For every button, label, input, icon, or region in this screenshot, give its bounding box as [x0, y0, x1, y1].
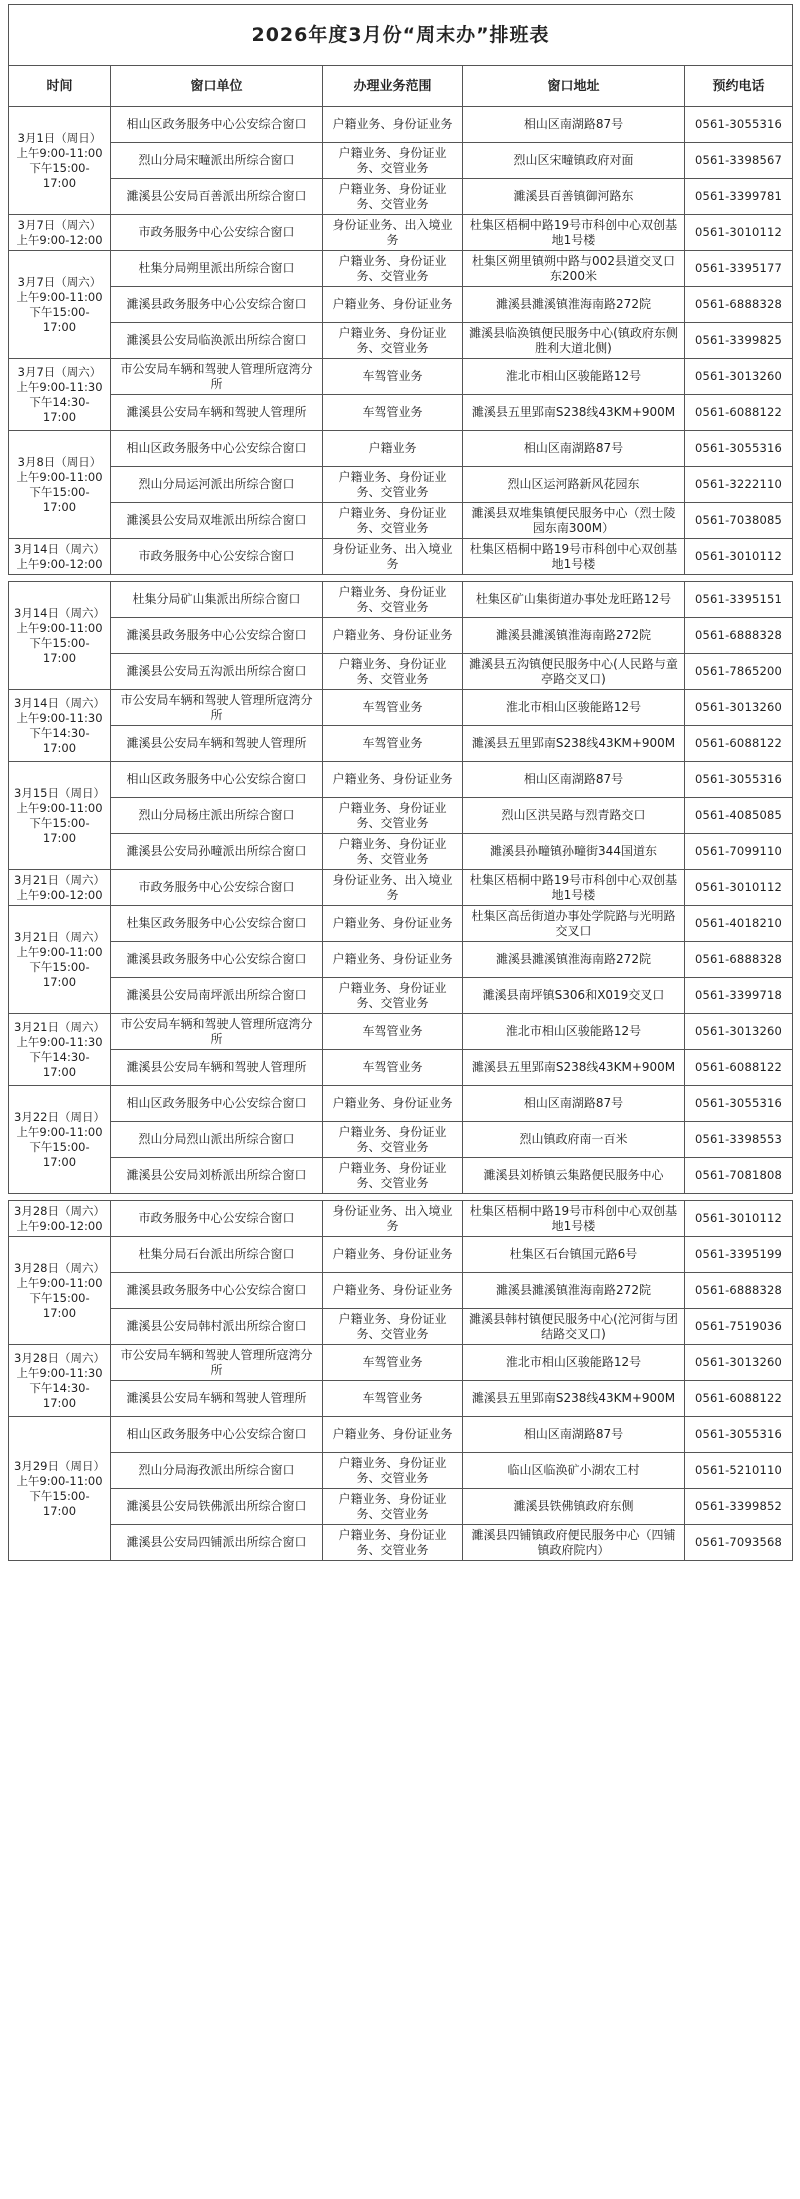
phone-cell: 0561-7081808 — [685, 1158, 793, 1194]
table-row — [9, 582, 793, 618]
address-cell: 濉溪县孙疃镇孙疃街344国道东 — [463, 834, 685, 870]
table-row — [9, 906, 793, 942]
unit-cell: 濉溪县公安局双堆派出所综合窗口 — [111, 503, 323, 539]
phone-cell: 0561-3055316 — [685, 431, 793, 467]
table-row — [9, 539, 793, 575]
phone-cell: 0561-3395199 — [685, 1237, 793, 1273]
scope-cell: 户籍业务、身份证业务、交管业务 — [323, 582, 463, 618]
address-cell: 濉溪县双堆集镇便民服务中心（烈士陵园东南300M） — [463, 503, 685, 539]
time-cell: 3月7日（周六）上午9:00-12:00 — [9, 215, 111, 251]
address-cell: 淮北市相山区骏能路12号 — [463, 690, 685, 726]
scope-cell: 户籍业务、身份证业务、交管业务 — [323, 834, 463, 870]
address-cell: 濉溪县四铺镇政府便民服务中心（四铺镇政府院内） — [463, 1525, 685, 1561]
time-cell: 3月7日（周六）上午9:00-11:00 下午15:00-17:00 — [9, 251, 111, 359]
unit-cell: 市政务服务中心公安综合窗口 — [111, 870, 323, 906]
scope-cell: 户籍业务、身份证业务、交管业务 — [323, 1122, 463, 1158]
unit-cell: 相山区政务服务中心公安综合窗口 — [111, 762, 323, 798]
header-address: 窗口地址 — [463, 66, 685, 107]
unit-cell: 濉溪县公安局孙疃派出所综合窗口 — [111, 834, 323, 870]
unit-cell: 市政务服务中心公安综合窗口 — [111, 539, 323, 575]
address-cell: 濉溪县五沟镇便民服务中心(人民路与童亭路交叉口) — [463, 654, 685, 690]
schedule-page — [8, 4, 792, 1561]
scope-cell: 户籍业务、身份证业务 — [323, 762, 463, 798]
unit-cell: 濉溪县公安局车辆和驾驶人管理所 — [111, 1381, 323, 1417]
scope-cell: 身份证业务、出入境业务 — [323, 1201, 463, 1237]
scope-cell: 户籍业务、身份证业务、交管业务 — [323, 251, 463, 287]
unit-cell: 相山区政务服务中心公安综合窗口 — [111, 1417, 323, 1453]
time-cell: 3月7日（周六）上午9:00-11:30 下午14:30-17:00 — [9, 359, 111, 431]
unit-cell: 濉溪县公安局南坪派出所综合窗口 — [111, 978, 323, 1014]
phone-cell: 0561-3399718 — [685, 978, 793, 1014]
header-scope: 办理业务范围 — [323, 66, 463, 107]
scope-cell: 车驾管业务 — [323, 1381, 463, 1417]
table-row — [9, 1122, 793, 1158]
scope-cell: 户籍业务、身份证业务、交管业务 — [323, 323, 463, 359]
phone-cell: 0561-7093568 — [685, 1525, 793, 1561]
scope-cell: 户籍业务、身份证业务 — [323, 1237, 463, 1273]
unit-cell: 濉溪县政务服务中心公安综合窗口 — [111, 618, 323, 654]
table-row — [9, 359, 793, 395]
scope-cell: 户籍业务、身份证业务、交管业务 — [323, 179, 463, 215]
table-row — [9, 690, 793, 726]
address-cell: 濉溪县百善镇御河路东 — [463, 179, 685, 215]
table-row — [9, 1273, 793, 1309]
phone-cell: 0561-3399781 — [685, 179, 793, 215]
unit-cell: 市公安局车辆和驾驶人管理所寇湾分所 — [111, 359, 323, 395]
address-cell: 烈山区宋疃镇政府对面 — [463, 143, 685, 179]
unit-cell: 烈山分局运河派出所综合窗口 — [111, 467, 323, 503]
header-time: 时间 — [9, 66, 111, 107]
unit-cell: 烈山分局海孜派出所综合窗口 — [111, 1453, 323, 1489]
unit-cell: 烈山分局烈山派出所综合窗口 — [111, 1122, 323, 1158]
section-gap — [9, 1194, 793, 1201]
unit-cell: 濉溪县公安局车辆和驾驶人管理所 — [111, 1050, 323, 1086]
unit-cell: 濉溪县公安局铁佛派出所综合窗口 — [111, 1489, 323, 1525]
address-cell: 杜集区石台镇国元路6号 — [463, 1237, 685, 1273]
unit-cell: 杜集分局矿山集派出所综合窗口 — [111, 582, 323, 618]
time-cell: 3月14日（周六）上午9:00-11:00下午15:00-17:00 — [9, 582, 111, 690]
phone-cell: 0561-6888328 — [685, 942, 793, 978]
phone-cell: 0561-4018210 — [685, 906, 793, 942]
phone-cell: 0561-6088122 — [685, 395, 793, 431]
unit-cell: 市政务服务中心公安综合窗口 — [111, 215, 323, 251]
table-row — [9, 251, 793, 287]
scope-cell: 户籍业务、身份证业务、交管业务 — [323, 143, 463, 179]
table-row — [9, 323, 793, 359]
table-row — [9, 1525, 793, 1561]
phone-cell: 0561-6088122 — [685, 726, 793, 762]
phone-cell: 0561-3399852 — [685, 1489, 793, 1525]
time-cell: 3月21日（周六）上午9:00-11:00下午15:00-17:00 — [9, 906, 111, 1014]
table-row — [9, 618, 793, 654]
phone-cell: 0561-7099110 — [685, 834, 793, 870]
phone-cell: 0561-3013260 — [685, 359, 793, 395]
scope-cell: 车驾管业务 — [323, 1014, 463, 1050]
phone-cell: 0561-3013260 — [685, 1345, 793, 1381]
time-cell: 3月28日（周六）上午9:00-11:00下午15:00-17:00 — [9, 1237, 111, 1345]
unit-cell: 濉溪县政务服务中心公安综合窗口 — [111, 287, 323, 323]
scope-cell: 户籍业务、身份证业务 — [323, 107, 463, 143]
phone-cell: 0561-3398553 — [685, 1122, 793, 1158]
address-cell: 濉溪县临涣镇便民服务中心(镇政府东侧胜利大道北侧) — [463, 323, 685, 359]
scope-cell: 户籍业务、身份证业务、交管业务 — [323, 1309, 463, 1345]
table-row — [9, 978, 793, 1014]
scope-cell: 车驾管业务 — [323, 1050, 463, 1086]
unit-cell: 烈山分局宋疃派出所综合窗口 — [111, 143, 323, 179]
scope-cell: 户籍业务、身份证业务 — [323, 1417, 463, 1453]
unit-cell: 市公安局车辆和驾驶人管理所寇湾分所 — [111, 690, 323, 726]
unit-cell: 濉溪县公安局四铺派出所综合窗口 — [111, 1525, 323, 1561]
scope-cell: 户籍业务、身份证业务、交管业务 — [323, 1158, 463, 1194]
table-row — [9, 942, 793, 978]
address-cell: 淮北市相山区骏能路12号 — [463, 1014, 685, 1050]
time-cell: 3月8日（周日）上午9:00-11:00 下午15:00-17:00 — [9, 431, 111, 539]
phone-cell: 0561-3055316 — [685, 1086, 793, 1122]
unit-cell: 濉溪县公安局刘桥派出所综合窗口 — [111, 1158, 323, 1194]
address-cell: 杜集区梧桐中路19号市科创中心双创基地1号楼 — [463, 870, 685, 906]
phone-cell: 0561-4085085 — [685, 798, 793, 834]
table-row — [9, 1453, 793, 1489]
time-cell: 3月28日（周六）上午9:00-11:30下午14:30-17:00 — [9, 1345, 111, 1417]
phone-cell: 0561-3010112 — [685, 215, 793, 251]
unit-cell: 濉溪县公安局车辆和驾驶人管理所 — [111, 395, 323, 431]
time-cell: 3月14日（周六）上午9:00-11:30下午14:30-17:00 — [9, 690, 111, 762]
table-row — [9, 395, 793, 431]
phone-cell: 0561-3395177 — [685, 251, 793, 287]
scope-cell: 户籍业务、身份证业务、交管业务 — [323, 654, 463, 690]
header-unit: 窗口单位 — [111, 66, 323, 107]
address-cell: 烈山区洪吴路与烈青路交口 — [463, 798, 685, 834]
unit-cell: 杜集区政务服务中心公安综合窗口 — [111, 906, 323, 942]
table-row — [9, 1417, 793, 1453]
address-cell: 相山区南湖路87号 — [463, 431, 685, 467]
unit-cell: 市公安局车辆和驾驶人管理所寇湾分所 — [111, 1345, 323, 1381]
scope-cell: 户籍业务、身份证业务 — [323, 618, 463, 654]
unit-cell: 濉溪县公安局百善派出所综合窗口 — [111, 179, 323, 215]
unit-cell: 濉溪县政务服务中心公安综合窗口 — [111, 942, 323, 978]
table-row — [9, 143, 793, 179]
unit-cell: 市政务服务中心公安综合窗口 — [111, 1201, 323, 1237]
phone-cell: 0561-6888328 — [685, 1273, 793, 1309]
table-row — [9, 1050, 793, 1086]
scope-cell: 户籍业务、身份证业务、交管业务 — [323, 1489, 463, 1525]
phone-cell: 0561-3222110 — [685, 467, 793, 503]
unit-cell: 濉溪县公安局五沟派出所综合窗口 — [111, 654, 323, 690]
scope-cell: 户籍业务、身份证业务 — [323, 906, 463, 942]
address-cell: 相山区南湖路87号 — [463, 107, 685, 143]
time-cell: 3月28日（周六）上午9:00-12:00 — [9, 1201, 111, 1237]
table-row — [9, 215, 793, 251]
address-cell: 杜集区高岳街道办事处学院路与光明路交叉口 — [463, 906, 685, 942]
address-cell: 濉溪县濉溪镇淮海南路272院 — [463, 1273, 685, 1309]
table-row — [9, 431, 793, 467]
phone-cell: 0561-3055316 — [685, 1417, 793, 1453]
table-row — [9, 287, 793, 323]
scope-cell: 车驾管业务 — [323, 359, 463, 395]
address-cell: 濉溪县五里郢南S238线43KM+900M — [463, 395, 685, 431]
scope-cell: 户籍业务 — [323, 431, 463, 467]
table-row — [9, 467, 793, 503]
scope-cell: 车驾管业务 — [323, 726, 463, 762]
phone-cell: 0561-3055316 — [685, 107, 793, 143]
time-cell: 3月21日（周六）上午9:00-12:00 — [9, 870, 111, 906]
time-cell: 3月14日（周六）上午9:00-12:00 — [9, 539, 111, 575]
table-row — [9, 107, 793, 143]
phone-cell: 0561-3013260 — [685, 1014, 793, 1050]
phone-cell: 0561-3010112 — [685, 870, 793, 906]
address-cell: 杜集区梧桐中路19号市科创中心双创基地1号楼 — [463, 215, 685, 251]
scope-cell: 户籍业务、身份证业务 — [323, 287, 463, 323]
section-gap-cell — [9, 1194, 793, 1201]
scope-cell: 身份证业务、出入境业务 — [323, 215, 463, 251]
section-gap-cell — [9, 575, 793, 582]
table-row — [9, 1201, 793, 1237]
table-row — [9, 1237, 793, 1273]
scope-cell: 户籍业务、身份证业务、交管业务 — [323, 798, 463, 834]
address-cell: 濉溪县五里郢南S238线43KM+900M — [463, 1381, 685, 1417]
time-cell: 3月21日（周六）上午9:00-11:30下午14:30-17:00 — [9, 1014, 111, 1086]
time-cell: 3月1日（周日）上午9:00-11:00 下午15:00-17:00 — [9, 107, 111, 215]
table-row — [9, 1158, 793, 1194]
address-cell: 相山区南湖路87号 — [463, 1086, 685, 1122]
scope-cell: 户籍业务、身份证业务、交管业务 — [323, 1453, 463, 1489]
address-cell: 濉溪县濉溪镇淮海南路272院 — [463, 942, 685, 978]
address-cell: 杜集区矿山集街道办事处龙旺路12号 — [463, 582, 685, 618]
address-cell: 濉溪县铁佛镇政府东侧 — [463, 1489, 685, 1525]
table-row — [9, 1309, 793, 1345]
phone-cell: 0561-6888328 — [685, 618, 793, 654]
phone-cell: 0561-3010112 — [685, 539, 793, 575]
address-cell: 濉溪县南坪镇S306和X019交叉口 — [463, 978, 685, 1014]
table-row — [9, 762, 793, 798]
address-cell: 濉溪县刘桥镇云集路便民服务中心 — [463, 1158, 685, 1194]
phone-cell: 0561-6888328 — [685, 287, 793, 323]
phone-cell: 0561-6088122 — [685, 1050, 793, 1086]
unit-cell: 濉溪县公安局韩村派出所综合窗口 — [111, 1309, 323, 1345]
phone-cell: 0561-3395151 — [685, 582, 793, 618]
phone-cell: 0561-7519036 — [685, 1309, 793, 1345]
table-row — [9, 798, 793, 834]
scope-cell: 户籍业务、身份证业务 — [323, 1273, 463, 1309]
header-row — [9, 66, 793, 107]
phone-cell: 0561-5210110 — [685, 1453, 793, 1489]
section-gap — [9, 575, 793, 582]
table-row — [9, 834, 793, 870]
table-row — [9, 1489, 793, 1525]
unit-cell: 相山区政务服务中心公安综合窗口 — [111, 107, 323, 143]
unit-cell: 相山区政务服务中心公安综合窗口 — [111, 431, 323, 467]
scope-cell: 车驾管业务 — [323, 1345, 463, 1381]
time-cell: 3月15日（周日）上午9:00-11:00下午15:00-17:00 — [9, 762, 111, 870]
unit-cell: 杜集分局朔里派出所综合窗口 — [111, 251, 323, 287]
address-cell: 濉溪县五里郢南S238线43KM+900M — [463, 1050, 685, 1086]
unit-cell: 相山区政务服务中心公安综合窗口 — [111, 1086, 323, 1122]
address-cell: 烈山区运河路新风花园东 — [463, 467, 685, 503]
table-title: 2026年度3月份“周末办”排班表 — [9, 5, 793, 66]
phone-cell: 0561-3010112 — [685, 1201, 793, 1237]
scope-cell: 户籍业务、身份证业务 — [323, 1086, 463, 1122]
table-row — [9, 1014, 793, 1050]
scope-cell: 户籍业务、身份证业务、交管业务 — [323, 503, 463, 539]
unit-cell: 杜集分局石台派出所综合窗口 — [111, 1237, 323, 1273]
address-cell: 濉溪县韩村镇便民服务中心(沱河街与团结路交叉口) — [463, 1309, 685, 1345]
table-row — [9, 503, 793, 539]
time-cell: 3月22日（周日）上午9:00-11:00下午15:00-17:00 — [9, 1086, 111, 1194]
table-row — [9, 654, 793, 690]
address-cell: 濉溪县濉溪镇淮海南路272院 — [463, 287, 685, 323]
unit-cell: 烈山分局杨庄派出所综合窗口 — [111, 798, 323, 834]
scope-cell: 车驾管业务 — [323, 395, 463, 431]
phone-cell: 0561-7038085 — [685, 503, 793, 539]
table-row — [9, 870, 793, 906]
time-cell: 3月29日（周日）上午9:00-11:00下午15:00-17:00 — [9, 1417, 111, 1561]
address-cell: 相山区南湖路87号 — [463, 762, 685, 798]
schedule-table — [8, 4, 793, 1561]
address-cell: 淮北市相山区骏能路12号 — [463, 1345, 685, 1381]
address-cell: 杜集区朔里镇朔中路与002县道交叉口东200米 — [463, 251, 685, 287]
table-row — [9, 179, 793, 215]
phone-cell: 0561-7865200 — [685, 654, 793, 690]
scope-cell: 户籍业务、身份证业务、交管业务 — [323, 467, 463, 503]
phone-cell: 0561-3398567 — [685, 143, 793, 179]
unit-cell: 濉溪县公安局车辆和驾驶人管理所 — [111, 726, 323, 762]
scope-cell: 身份证业务、出入境业务 — [323, 870, 463, 906]
address-cell: 杜集区梧桐中路19号市科创中心双创基地1号楼 — [463, 1201, 685, 1237]
phone-cell: 0561-3013260 — [685, 690, 793, 726]
table-row — [9, 726, 793, 762]
table-row — [9, 1381, 793, 1417]
scope-cell: 户籍业务、身份证业务、交管业务 — [323, 978, 463, 1014]
address-cell: 杜集区梧桐中路19号市科创中心双创基地1号楼 — [463, 539, 685, 575]
scope-cell: 户籍业务、身份证业务、交管业务 — [323, 1525, 463, 1561]
table-row — [9, 1086, 793, 1122]
scope-cell: 车驾管业务 — [323, 690, 463, 726]
unit-cell: 市公安局车辆和驾驶人管理所寇湾分所 — [111, 1014, 323, 1050]
unit-cell: 濉溪县政务服务中心公安综合窗口 — [111, 1273, 323, 1309]
phone-cell: 0561-3055316 — [685, 762, 793, 798]
address-cell: 临山区临涣矿小湖农工村 — [463, 1453, 685, 1489]
scope-cell: 户籍业务、身份证业务 — [323, 942, 463, 978]
unit-cell: 濉溪县公安局临涣派出所综合窗口 — [111, 323, 323, 359]
phone-cell: 0561-3399825 — [685, 323, 793, 359]
address-cell: 濉溪县五里郢南S238线43KM+900M — [463, 726, 685, 762]
table-row — [9, 1345, 793, 1381]
address-cell: 烈山镇政府南一百米 — [463, 1122, 685, 1158]
address-cell: 相山区南湖路87号 — [463, 1417, 685, 1453]
scope-cell: 身份证业务、出入境业务 — [323, 539, 463, 575]
header-phone: 预约电话 — [685, 66, 793, 107]
phone-cell: 0561-6088122 — [685, 1381, 793, 1417]
address-cell: 濉溪县濉溪镇淮海南路272院 — [463, 618, 685, 654]
address-cell: 淮北市相山区骏能路12号 — [463, 359, 685, 395]
